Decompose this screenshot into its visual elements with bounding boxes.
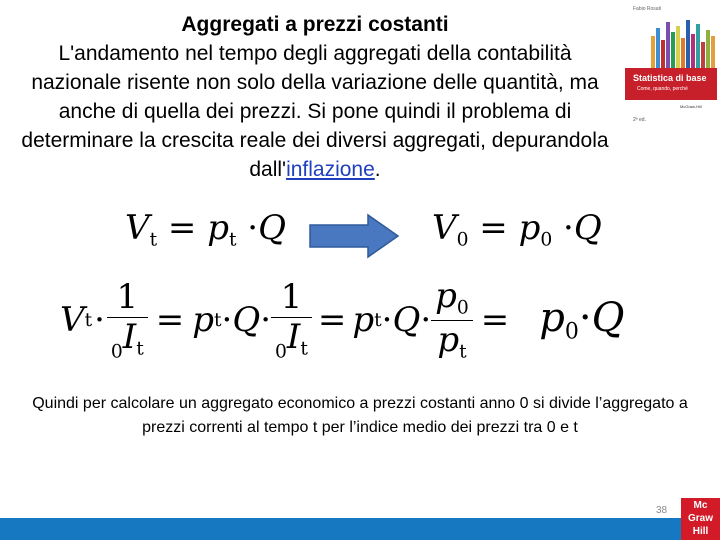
book-edition: 2ª ed. — [633, 117, 646, 123]
formula-current-prices: $V_t = p_t \cdot Q$ — [125, 208, 286, 251]
book-publisher: McGraw-Hill — [680, 104, 702, 109]
body-text: L'andamento nel tempo degli aggregati della contabilità nazionale risente non solo della variazione delle quantità, ma anche di quella dei prezzi. Si pone quindi il problema di determinare la crescita reale dei diversi aggregati, depurandola dall' — [21, 42, 609, 181]
formula-constant-prices: $V_0 = p_0 \cdot Q$ — [432, 208, 602, 251]
right-arrow-icon — [308, 213, 400, 259]
book-author: Fabio Rosati — [633, 6, 662, 12]
book-subtitle: Come, quando, perché — [637, 86, 688, 92]
formula-deflation: V t · $\frac{1}{_0I_t}$ = p t · Q · $\frac{1}{_0I_t}$ = p t · Q · $\frac{p_0}{p_t}$ = $p_0\cdot Q$ — [60, 276, 625, 363]
footer-bar — [0, 518, 720, 540]
page-number: 38 — [656, 505, 668, 516]
book-cover — [625, 2, 717, 126]
conclusion-text: Quindi per calcolare un aggregato economico a prezzi costanti anno 0 si divide l’aggregato a prezzi correnti al tempo t per l’indice medio dei prezzi tra 0 e t — [32, 395, 688, 436]
pencils-image — [651, 16, 715, 68]
inflazione-link[interactable]: inflazione — [286, 158, 375, 181]
book-title: Statistica di base — [633, 73, 707, 83]
mcgraw-hill-logo: Mc Graw Hill — [681, 498, 720, 540]
text-block — [20, 10, 610, 184]
cover-banner — [625, 68, 717, 100]
slide-title: Aggregati a prezzi costanti — [181, 13, 449, 36]
body-text-end: . — [374, 158, 381, 181]
fraction-1-over-index-2: $\frac{1}{_0I_t}$ — [271, 278, 312, 363]
fraction-price-ratio: $\frac{p_0}{p_t}$ — [431, 277, 473, 362]
fraction-1-over-index: $\frac{1}{_0I_t}$ — [107, 278, 148, 363]
